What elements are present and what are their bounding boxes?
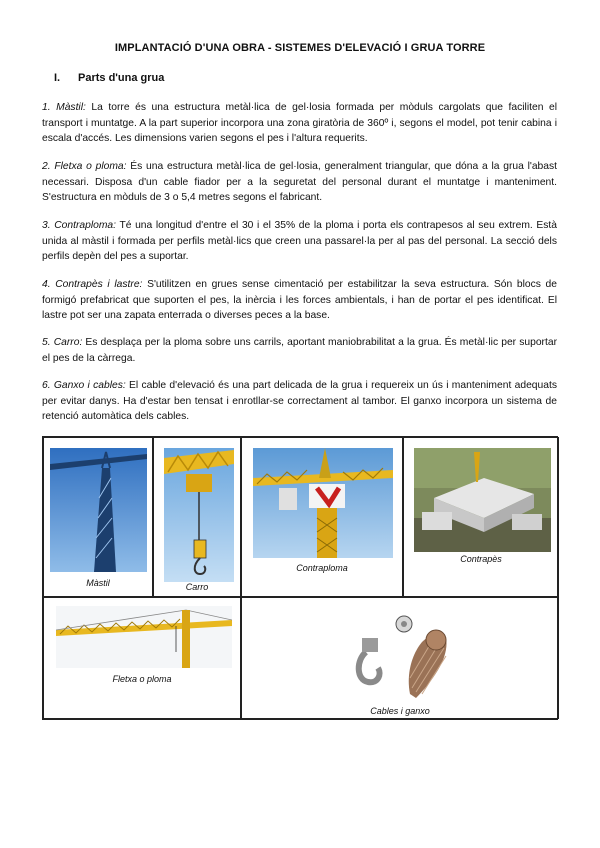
contrapes-photo bbox=[414, 448, 551, 552]
caption-fletxa: Fletxa o ploma bbox=[112, 674, 172, 684]
caption-carro: Carro bbox=[185, 582, 209, 592]
section-title: Parts d'una grua bbox=[78, 72, 165, 84]
paragraph-ganxo bbox=[42, 378, 557, 425]
section-number: I. bbox=[54, 72, 61, 84]
mastil-photo bbox=[50, 448, 147, 572]
figure-cell-fletxa bbox=[43, 597, 241, 719]
cables-photo bbox=[352, 608, 452, 702]
paragraph-text: S'utilitzen en grues sense cimentació per estabilitzar la seva estructura. Són blocs de formigó prefabricat que suporten el pes, la inèrcia i les forces ambientals, i han de portar el pes identificat. El lastre pot ser una zapata enterrada o diverses peces a la base. bbox=[42, 279, 557, 321]
paragraph-lead: 2. Fletxa o ploma: bbox=[42, 161, 127, 172]
fletxa-photo bbox=[56, 606, 232, 668]
paragraph-fletxa bbox=[42, 159, 557, 206]
paragraph-carro bbox=[42, 335, 557, 366]
caption-cables: Cables i ganxo bbox=[370, 706, 430, 716]
paragraph-lead: 6. Ganxo i cables: bbox=[42, 380, 126, 391]
caption-contrapes: Contrapès bbox=[460, 554, 502, 564]
paragraph-lead: 3. Contraploma: bbox=[42, 220, 117, 231]
paragraph-lead: 1. Màstil: bbox=[42, 102, 86, 113]
caption-contraploma: Contraploma bbox=[296, 563, 348, 573]
paragraph-lead: 5. Carro: bbox=[42, 337, 83, 348]
paragraph-lead: 4. Contrapès i lastre: bbox=[42, 279, 143, 290]
paragraph-text: La torre és una estructura metàl·lica de gel·losia formada per mòduls cargolats que faciliten el transport i muntatge. A la part superior incorpora una zona giratòria de 360º i, segons el model, pot tenir cabina i escala d'accés. Les dimensions varien segons el pes i l'altura requerits. bbox=[42, 102, 557, 144]
document-title: IMPLANTACIÓ D'UNA OBRA - SISTEMES D'ELEVACIÓ I GRUA TORRE bbox=[114, 42, 486, 54]
figure-cell-mastil bbox=[43, 437, 153, 597]
paragraph-text: El cable d'elevació és una part delicada de la grua i requereix un ús i manteniment adequats per evitar danys. Ha d'estar ben tensat i enrotllar-se correctament al tambor. El ganxo incorpora un sistema de retenció automàtica dels cables. bbox=[42, 380, 557, 422]
paragraph-text: És una estructura metàl·lica de gel·losia, generalment triangular, que dóna a la grua l'abast necessari. Disposa d'un cable fiador per a la seguretat del personal durant el muntatge i manteniment. S'estructura en mòduls de 3 o 5,4 metres segons el fabricant. bbox=[42, 161, 558, 203]
figure-cell-contraploma bbox=[241, 437, 403, 597]
contraploma-photo bbox=[253, 448, 393, 558]
section-heading bbox=[54, 72, 164, 84]
paragraph-mastil bbox=[42, 100, 557, 147]
carro-photo bbox=[164, 448, 234, 582]
figure-cell-contrapes bbox=[403, 437, 559, 597]
caption-mastil: Màstil bbox=[86, 578, 110, 588]
paragraph-text: Es desplaça per la ploma sobre uns carrils, aportant maniobrabilitat a la grua. És metàl·lic per suportar el pes de la càrrega. bbox=[42, 337, 557, 364]
figure-cell-cables bbox=[241, 597, 559, 719]
paragraph-text: Té una longitud d'entre el 30 i el 35% de la ploma i porta els contrapesos al seu extrem. Està unida al màstil i formada per perfils metàl·lics que creen una passarel·la per al pas del personal. La secció dels perfils depèn del pes a suportar. bbox=[42, 220, 557, 262]
figure-cell-carro bbox=[153, 437, 241, 597]
figures-table bbox=[42, 436, 558, 720]
paragraph-contraploma bbox=[42, 218, 557, 265]
paragraph-contrapes bbox=[42, 277, 557, 324]
